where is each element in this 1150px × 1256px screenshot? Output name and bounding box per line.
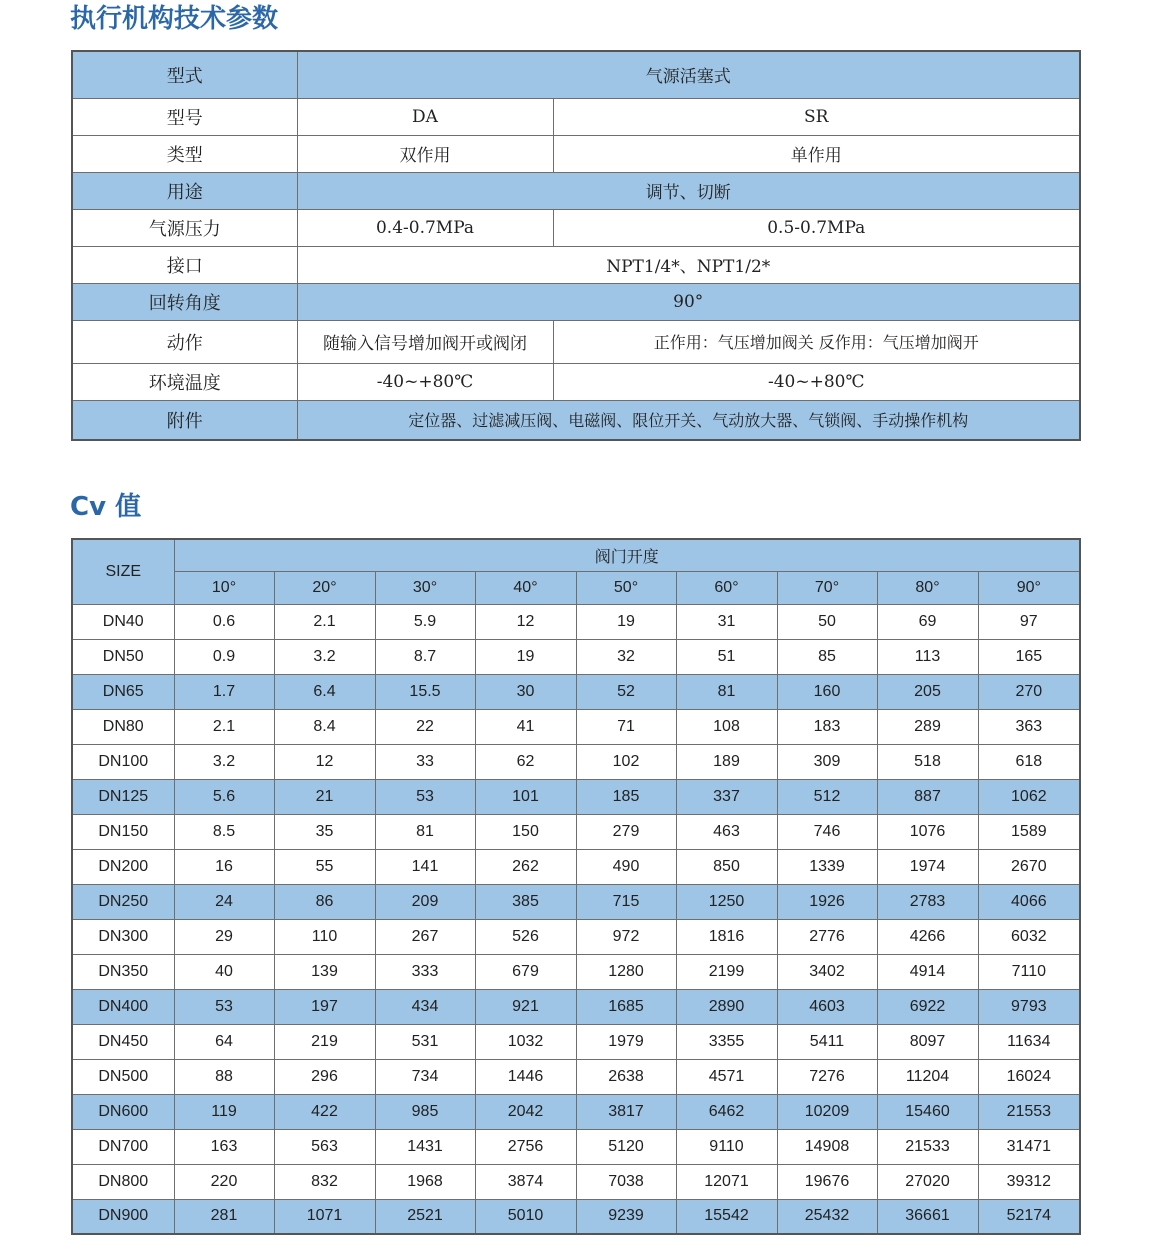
cv-cell: 5010 (475, 1199, 576, 1234)
cv-cell: 6.4 (274, 674, 375, 709)
cv-cell: 8097 (877, 1024, 978, 1059)
cv-cell: 50 (777, 604, 877, 639)
cv-cell: 32 (576, 639, 676, 674)
cv-cell: 289 (877, 709, 978, 744)
cv-cell: 21 (274, 779, 375, 814)
spec-label: 用途 (72, 172, 297, 209)
cv-cell: 88 (174, 1059, 274, 1094)
cv-cell: 108 (676, 709, 777, 744)
spec-label: 附件 (72, 400, 297, 440)
cv-cell: 163 (174, 1129, 274, 1164)
angle-header: 50° (576, 571, 676, 604)
cv-cell: 16024 (978, 1059, 1080, 1094)
size-cell: DN200 (72, 849, 174, 884)
cv-cell: 1280 (576, 954, 676, 989)
angle-header: 60° (676, 571, 777, 604)
cv-cell: 5.9 (375, 604, 475, 639)
cv-cell: 110 (274, 919, 375, 954)
table-row (72, 1024, 1080, 1059)
cv-cell: 6462 (676, 1094, 777, 1129)
size-cell: DN80 (72, 709, 174, 744)
cv-cell: 309 (777, 744, 877, 779)
cv-section-title: Cv 值 (70, 492, 142, 522)
cv-cell: 150 (475, 814, 576, 849)
size-cell: DN450 (72, 1024, 174, 1059)
cv-cell: 113 (877, 639, 978, 674)
cv-cell: 33 (375, 744, 475, 779)
cv-cell: 746 (777, 814, 877, 849)
spec-row-interface (72, 246, 1080, 283)
cv-cell: 7038 (576, 1164, 676, 1199)
cv-cell: 281 (174, 1199, 274, 1234)
cv-cell: 189 (676, 744, 777, 779)
cv-cell: 2783 (877, 884, 978, 919)
size-cell: DN150 (72, 814, 174, 849)
cv-cell: 337 (676, 779, 777, 814)
cv-cell: 21533 (877, 1129, 978, 1164)
cv-cell: 972 (576, 919, 676, 954)
opening-header: 阀门开度 (174, 539, 1080, 571)
cv-cell: 39312 (978, 1164, 1080, 1199)
cv-cell: 2638 (576, 1059, 676, 1094)
cv-cell: 19676 (777, 1164, 877, 1199)
table-row (72, 744, 1080, 779)
size-cell: DN700 (72, 1129, 174, 1164)
cv-cell: 0.9 (174, 639, 274, 674)
cv-cell: 31 (676, 604, 777, 639)
cv-cell: 1062 (978, 779, 1080, 814)
cv-cell: 8.5 (174, 814, 274, 849)
table-row (72, 849, 1080, 884)
cv-cell: 267 (375, 919, 475, 954)
cv-cell: 1.7 (174, 674, 274, 709)
cv-cell: 9793 (978, 989, 1080, 1024)
cv-cell: 8.4 (274, 709, 375, 744)
table-row (72, 1059, 1080, 1094)
cv-cell: 526 (475, 919, 576, 954)
cv-cell: 832 (274, 1164, 375, 1199)
table-row (72, 1164, 1080, 1199)
cv-cell: 2199 (676, 954, 777, 989)
cv-cell: 434 (375, 989, 475, 1024)
cv-cell: 6032 (978, 919, 1080, 954)
cv-cell: 15.5 (375, 674, 475, 709)
cv-value-table (71, 538, 1081, 1235)
cv-cell: 119 (174, 1094, 274, 1129)
cv-cell: 52174 (978, 1199, 1080, 1234)
cv-cell: 15542 (676, 1199, 777, 1234)
cv-angle-row (72, 571, 1080, 604)
cv-cell: 102 (576, 744, 676, 779)
cv-cell: 209 (375, 884, 475, 919)
cv-cell: 205 (877, 674, 978, 709)
size-cell: DN900 (72, 1199, 174, 1234)
spec-row-action (72, 320, 1080, 363)
cv-cell: 3874 (475, 1164, 576, 1199)
cv-cell: 31471 (978, 1129, 1080, 1164)
cv-cell: 1974 (877, 849, 978, 884)
spec-value-da: 0.4-0.7MPa (297, 209, 553, 246)
cv-cell: 19 (475, 639, 576, 674)
spec-row-category (72, 135, 1080, 172)
spec-label: 回转角度 (72, 283, 297, 320)
cv-table-body (72, 604, 1080, 1234)
cv-cell: 24 (174, 884, 274, 919)
spec-value: 气源活塞式 (297, 51, 1080, 98)
spec-row-ambient-temp (72, 363, 1080, 400)
table-row (72, 639, 1080, 674)
cv-cell: 12 (274, 744, 375, 779)
size-cell: DN65 (72, 674, 174, 709)
cv-cell: 81 (676, 674, 777, 709)
cv-cell: 1589 (978, 814, 1080, 849)
cv-cell: 53 (375, 779, 475, 814)
cv-cell: 887 (877, 779, 978, 814)
spec-section-title: 执行机构技术参数 (70, 4, 279, 34)
cv-cell: 490 (576, 849, 676, 884)
cv-cell: 1968 (375, 1164, 475, 1199)
table-row (72, 884, 1080, 919)
cv-cell: 1339 (777, 849, 877, 884)
size-cell: DN250 (72, 884, 174, 919)
cv-cell: 563 (274, 1129, 375, 1164)
cv-cell: 1979 (576, 1024, 676, 1059)
table-row (72, 814, 1080, 849)
spec-value-sr: 单作用 (553, 135, 1080, 172)
cv-cell: 197 (274, 989, 375, 1024)
cv-cell: 5.6 (174, 779, 274, 814)
cv-cell: 3.2 (174, 744, 274, 779)
cv-cell: 1076 (877, 814, 978, 849)
cv-cell: 3817 (576, 1094, 676, 1129)
cv-cell: 422 (274, 1094, 375, 1129)
spec-value-sr: 0.5-0.7MPa (553, 209, 1080, 246)
size-cell: DN400 (72, 989, 174, 1024)
table-row (72, 954, 1080, 989)
cv-cell: 36661 (877, 1199, 978, 1234)
table-row (72, 1199, 1080, 1234)
spec-value-da: 随输入信号增加阀开或阀闭 (297, 320, 553, 363)
cv-cell: 2.1 (174, 709, 274, 744)
cv-cell: 71 (576, 709, 676, 744)
angle-header: 90° (978, 571, 1080, 604)
table-row (72, 1129, 1080, 1164)
spec-label: 类型 (72, 135, 297, 172)
cv-cell: 531 (375, 1024, 475, 1059)
size-cell: DN40 (72, 604, 174, 639)
cv-cell: 2521 (375, 1199, 475, 1234)
spec-row-rotation-angle (72, 283, 1080, 320)
cv-cell: 1685 (576, 989, 676, 1024)
cv-header-row (72, 539, 1080, 571)
cv-cell: 3355 (676, 1024, 777, 1059)
spec-row-type-style (72, 51, 1080, 98)
cv-cell: 7110 (978, 954, 1080, 989)
cv-cell: 40 (174, 954, 274, 989)
table-row (72, 989, 1080, 1024)
spec-value-sr: -40~+80℃ (553, 363, 1080, 400)
cv-cell: 1926 (777, 884, 877, 919)
cv-cell: 86 (274, 884, 375, 919)
cv-cell: 62 (475, 744, 576, 779)
cv-cell: 5120 (576, 1129, 676, 1164)
cv-cell: 8.7 (375, 639, 475, 674)
table-row (72, 919, 1080, 954)
cv-cell: 512 (777, 779, 877, 814)
spec-value: 90° (297, 283, 1080, 320)
cv-cell: 11204 (877, 1059, 978, 1094)
cv-cell: 41 (475, 709, 576, 744)
cv-cell: 2890 (676, 989, 777, 1024)
angle-header: 80° (877, 571, 978, 604)
table-row (72, 1094, 1080, 1129)
cv-cell: 1446 (475, 1059, 576, 1094)
cv-cell: 518 (877, 744, 978, 779)
cv-cell: 27020 (877, 1164, 978, 1199)
cv-cell: 185 (576, 779, 676, 814)
cv-cell: 52 (576, 674, 676, 709)
cv-cell: 279 (576, 814, 676, 849)
cv-cell: 160 (777, 674, 877, 709)
cv-cell: 1032 (475, 1024, 576, 1059)
angle-header: 20° (274, 571, 375, 604)
spec-value-da: 双作用 (297, 135, 553, 172)
cv-cell: 363 (978, 709, 1080, 744)
cv-cell: 2042 (475, 1094, 576, 1129)
spec-label: 接口 (72, 246, 297, 283)
cv-cell: 4266 (877, 919, 978, 954)
cv-cell: 463 (676, 814, 777, 849)
cv-cell: 16 (174, 849, 274, 884)
cv-cell: 14908 (777, 1129, 877, 1164)
spec-label: 环境温度 (72, 363, 297, 400)
cv-cell: 55 (274, 849, 375, 884)
cv-cell: 1071 (274, 1199, 375, 1234)
cv-cell: 262 (475, 849, 576, 884)
size-cell: DN350 (72, 954, 174, 989)
cv-cell: 12071 (676, 1164, 777, 1199)
cv-cell: 985 (375, 1094, 475, 1129)
cv-cell: 715 (576, 884, 676, 919)
cv-cell: 4066 (978, 884, 1080, 919)
cv-cell: 0.6 (174, 604, 274, 639)
cv-cell: 270 (978, 674, 1080, 709)
spec-value-da: -40~+80℃ (297, 363, 553, 400)
cv-cell: 2670 (978, 849, 1080, 884)
cv-cell: 333 (375, 954, 475, 989)
spec-value: NPT1/4*、NPT1/2* (297, 246, 1080, 283)
spec-label: 动作 (72, 320, 297, 363)
table-row (72, 674, 1080, 709)
angle-header: 40° (475, 571, 576, 604)
cv-cell: 385 (475, 884, 576, 919)
angle-header: 70° (777, 571, 877, 604)
cv-cell: 25432 (777, 1199, 877, 1234)
spec-label: 气源压力 (72, 209, 297, 246)
cv-cell: 1816 (676, 919, 777, 954)
cv-cell: 3402 (777, 954, 877, 989)
angle-header: 10° (174, 571, 274, 604)
cv-cell: 1431 (375, 1129, 475, 1164)
cv-cell: 141 (375, 849, 475, 884)
cv-cell: 4914 (877, 954, 978, 989)
cv-cell: 51 (676, 639, 777, 674)
cv-cell: 15460 (877, 1094, 978, 1129)
table-row (72, 604, 1080, 639)
size-cell: DN50 (72, 639, 174, 674)
cv-cell: 64 (174, 1024, 274, 1059)
cv-cell: 6922 (877, 989, 978, 1024)
cv-cell: 11634 (978, 1024, 1080, 1059)
size-cell: DN500 (72, 1059, 174, 1094)
cv-cell: 220 (174, 1164, 274, 1199)
cv-cell: 21553 (978, 1094, 1080, 1129)
cv-cell: 921 (475, 989, 576, 1024)
cv-cell: 9110 (676, 1129, 777, 1164)
cv-cell: 4603 (777, 989, 877, 1024)
cv-cell: 19 (576, 604, 676, 639)
actuator-spec-table (71, 50, 1081, 441)
cv-cell: 9239 (576, 1199, 676, 1234)
cv-cell: 29 (174, 919, 274, 954)
cv-cell: 165 (978, 639, 1080, 674)
cv-cell: 2756 (475, 1129, 576, 1164)
spec-value-sr: 正作用：气压增加阀关 反作用：气压增加阀开 (553, 320, 1080, 363)
table-row (72, 779, 1080, 814)
spec-value: 定位器、过滤减压阀、电磁阀、限位开关、气动放大器、气锁阀、手动操作机构 (297, 400, 1080, 440)
size-cell: DN300 (72, 919, 174, 954)
cv-cell: 2.1 (274, 604, 375, 639)
cv-cell: 85 (777, 639, 877, 674)
cv-cell: 5411 (777, 1024, 877, 1059)
spec-row-accessories (72, 400, 1080, 440)
size-cell: DN600 (72, 1094, 174, 1129)
cv-cell: 1250 (676, 884, 777, 919)
cv-cell: 679 (475, 954, 576, 989)
cv-cell: 10209 (777, 1094, 877, 1129)
cv-cell: 22 (375, 709, 475, 744)
angle-header: 30° (375, 571, 475, 604)
cv-cell: 850 (676, 849, 777, 884)
spec-value-sr: SR (553, 98, 1080, 135)
cv-cell: 296 (274, 1059, 375, 1094)
spec-value: 调节、切断 (297, 172, 1080, 209)
size-header: SIZE (72, 539, 174, 604)
table-row (72, 709, 1080, 744)
spec-row-air-pressure (72, 209, 1080, 246)
spec-label: 型式 (72, 51, 297, 98)
cv-cell: 101 (475, 779, 576, 814)
size-cell: DN800 (72, 1164, 174, 1199)
cv-cell: 219 (274, 1024, 375, 1059)
spec-label: 型号 (72, 98, 297, 135)
cv-cell: 69 (877, 604, 978, 639)
spec-row-usage (72, 172, 1080, 209)
size-cell: DN125 (72, 779, 174, 814)
cv-cell: 183 (777, 709, 877, 744)
cv-cell: 81 (375, 814, 475, 849)
cv-cell: 139 (274, 954, 375, 989)
cv-cell: 35 (274, 814, 375, 849)
cv-cell: 618 (978, 744, 1080, 779)
cv-cell: 2776 (777, 919, 877, 954)
cv-cell: 4571 (676, 1059, 777, 1094)
spec-value-da: DA (297, 98, 553, 135)
cv-cell: 7276 (777, 1059, 877, 1094)
cv-cell: 53 (174, 989, 274, 1024)
size-cell: DN100 (72, 744, 174, 779)
cv-cell: 30 (475, 674, 576, 709)
cv-cell: 734 (375, 1059, 475, 1094)
cv-cell: 12 (475, 604, 576, 639)
cv-cell: 3.2 (274, 639, 375, 674)
spec-row-model (72, 98, 1080, 135)
cv-cell: 97 (978, 604, 1080, 639)
